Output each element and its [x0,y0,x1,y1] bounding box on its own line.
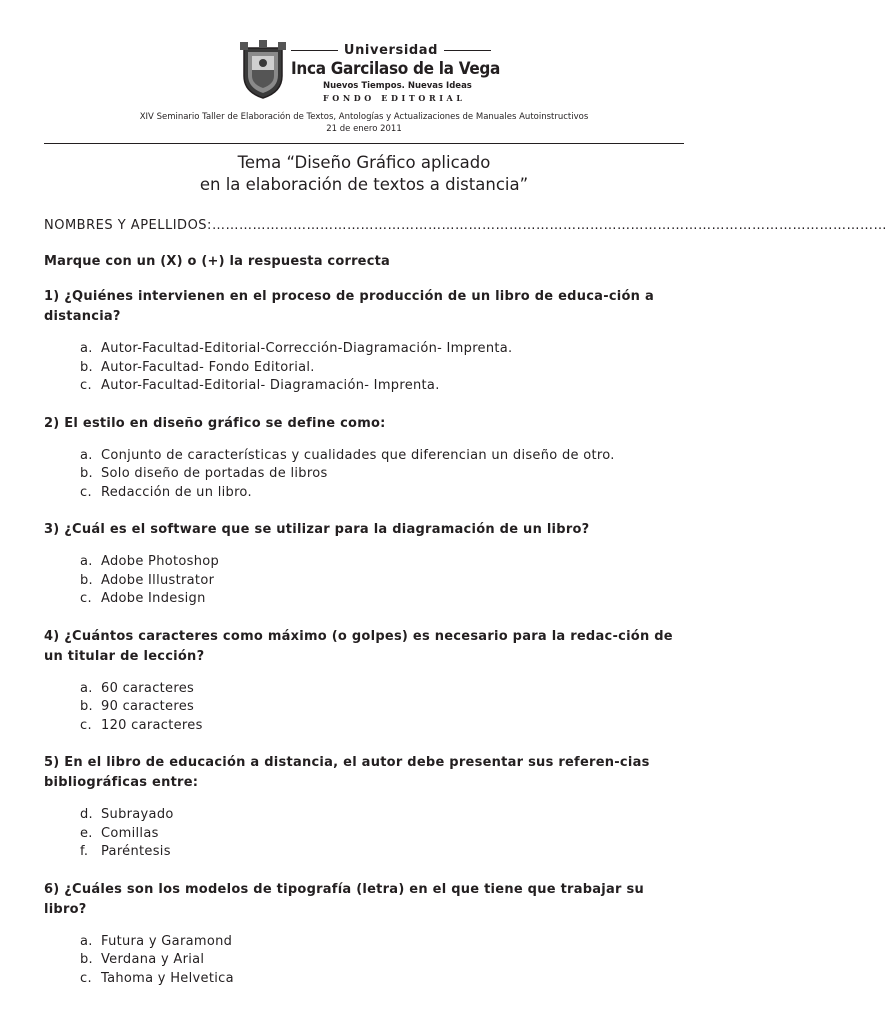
options-list [80,553,684,609]
name-field-dots: …………………………………………………………………………………………………………………………………… [211,218,887,233]
option-text: Verdana y Arial [101,952,205,967]
option-text: 60 caracteres [101,680,195,696]
option-text: Tahoma y Helvetica [101,970,234,986]
option-text: Futura y Garamond [101,933,233,949]
answer-option[interactable] [80,970,684,989]
answer-option[interactable] [80,951,684,970]
logo-slogan: Nuevos Tiempos. Nuevas Ideas [323,81,472,91]
option-text: Solo diseño de portadas de libros [101,466,328,481]
option-text: Comillas [101,825,159,841]
answer-option[interactable] [80,447,684,466]
option-text: Redacción de un libro. [101,484,252,500]
option-letter: a. [80,680,93,696]
option-text: Adobe Photoshop [101,554,220,569]
title-line-1: Tema “Diseño Gráfico aplicado [237,153,491,172]
answer-option[interactable] [80,825,684,844]
option-letter: b. [80,699,93,714]
question-6: 6) ¿Cuáles son los modelos de tipografía (letra) en el que tiene que trabajar su libro? [44,881,644,917]
name-field[interactable] [44,218,887,238]
option-text: Adobe Illustrator [101,572,215,588]
seminar-title: XIV Seminario Taller de Elaboración de Textos, Antologías y Actualizaciones de Manuales Autoinstructivos [139,112,589,122]
option-letter: c. [80,378,92,393]
option-letter: a. [80,554,93,569]
options-list [80,680,684,736]
document-title [44,152,684,196]
answer-option[interactable] [80,359,684,378]
option-letter: a. [80,341,93,356]
answer-option[interactable] [80,680,684,699]
answer-option[interactable] [80,465,684,484]
options-list [80,806,684,862]
instruction-text: Marque con un (X) o (+) la respuesta correcta [44,254,390,269]
answer-option[interactable] [80,843,684,862]
answer-option[interactable] [80,572,684,591]
answer-option[interactable] [80,698,684,717]
answer-option[interactable] [80,377,684,396]
logo-universidad: Universidad [343,42,439,58]
option-letter: e. [80,825,93,841]
logo-rule-right [444,50,491,51]
option-text: Autor-Facultad-Editorial- Diagramación- Imprenta. [101,378,440,393]
header-divider [44,143,684,144]
name-field-label: NOMBRES Y APELLIDOS: [44,218,212,233]
answer-option[interactable] [80,484,684,503]
seminar-info [44,111,684,135]
option-text: Autor-Facultad-Editorial-Corrección-Diagramación- Imprenta. [101,341,513,356]
logo-university-name: Inca Garcilaso de la Vega [291,59,501,79]
answer-option[interactable] [80,553,684,572]
option-letter: a. [80,447,93,463]
option-letter: c. [80,970,92,986]
title-line-2: en la elaboración de textos a distancia” [199,175,529,194]
question-5: 5) En el libro de educación a distancia, el autor debe presentar sus referen-cias bibliográficas entre: [44,755,650,790]
option-letter: c. [80,591,92,606]
option-text: 90 caracteres [101,699,195,714]
option-text: 120 caracteres [101,717,203,733]
answer-option[interactable] [80,806,684,825]
option-letter: c. [80,484,92,500]
university-seal-icon [238,40,288,100]
option-letter: b. [80,359,93,375]
answer-option[interactable] [80,933,684,952]
answer-option[interactable] [80,717,684,736]
options-list [80,447,684,503]
seminar-date: 21 de enero 2011 [326,124,402,134]
option-text: Paréntesis [101,844,171,859]
option-text: Conjunto de características y cualidades que diferencian un diseño de otro. [101,447,615,463]
answer-option[interactable] [80,590,684,609]
logo-rule-left [291,50,338,51]
option-letter: b. [80,466,93,481]
option-letter: a. [80,933,93,949]
logo-fondo-editorial: FONDO EDITORIAL [323,93,466,103]
question-4: 4) ¿Cuántos caracteres como máximo (o golpes) es necesario para la redac-ción de un titular de lección? [44,628,673,664]
answer-option[interactable] [80,340,684,359]
question-3: 3) ¿Cuál es el software que se utilizar para la diagramación de un libro? [44,522,590,537]
option-letter: b. [80,572,93,588]
question-list [44,287,684,988]
university-logo [291,42,501,103]
option-text: Subrayado [101,807,174,822]
option-text: Adobe Indesign [101,591,206,606]
question-1: 1) ¿Quiénes intervienen en el proceso de producción de un libro de educa-ción a distancia? [44,289,654,324]
option-letter: d. [80,807,93,822]
question-2: 2) El estilo en diseño gráfico se define como: [44,415,386,431]
option-letter: f. [80,844,89,859]
page-header [0,0,728,150]
options-list [80,340,684,396]
options-list [80,933,684,989]
option-text: Autor-Facultad- Fondo Editorial. [101,359,315,375]
quiz-body [44,218,887,988]
option-letter: c. [80,717,92,733]
option-letter: b. [80,952,93,967]
